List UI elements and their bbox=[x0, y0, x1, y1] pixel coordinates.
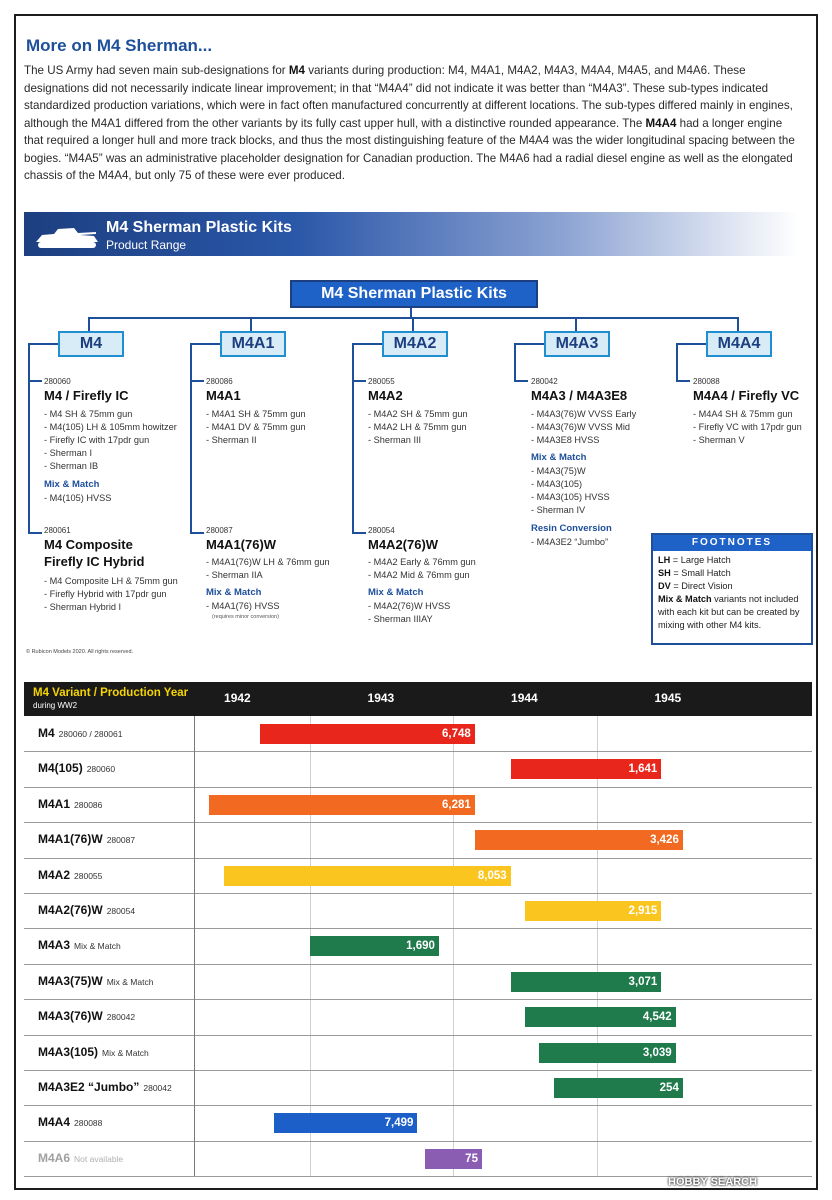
footnote-key: SH bbox=[658, 568, 671, 578]
conversion-note: (requires minor conversion) bbox=[212, 614, 279, 620]
kit-item: - Sherman IIA bbox=[206, 570, 263, 580]
year-tick-label: 1943 bbox=[367, 691, 395, 705]
kit-code: 280061 bbox=[44, 526, 71, 535]
variant-kit-ref: Mix & Match bbox=[102, 1047, 149, 1058]
variant-kit-ref: 280060 bbox=[86, 764, 116, 775]
chart-row-divider bbox=[24, 858, 812, 859]
copyright-notice: © Rubicon Models 2020. All rights reserved. bbox=[26, 649, 134, 655]
production-bar: 3,071 bbox=[511, 972, 662, 992]
chart-label-divider bbox=[194, 716, 195, 1176]
kit-code: 280054 bbox=[368, 526, 395, 535]
variant-box-m4a3: M4A3 bbox=[544, 331, 610, 357]
kit-code: 280042 bbox=[531, 377, 558, 386]
chart-row-label bbox=[38, 1080, 172, 1094]
variant-name: M4A3(105) bbox=[38, 1044, 99, 1059]
variant-kit-ref: 280087 bbox=[106, 835, 136, 846]
production-bar: 3,426 bbox=[475, 830, 683, 850]
kit-code: 280055 bbox=[368, 377, 395, 386]
chart-row-label bbox=[38, 1009, 135, 1023]
variant-kit-ref: 280088 bbox=[74, 1118, 103, 1129]
chart-row-label bbox=[38, 761, 115, 775]
kit-code: 280060 bbox=[44, 377, 71, 386]
chart-row-divider bbox=[24, 751, 812, 752]
kit-name: M4 / Firefly IC bbox=[44, 388, 129, 403]
chart-row-divider bbox=[24, 999, 812, 1000]
variant-kit-ref: 280042 bbox=[143, 1083, 172, 1093]
tree-root-box: M4 Sherman Plastic Kits bbox=[290, 280, 538, 308]
variant-name: M4A3E2 “Jumbo” bbox=[38, 1080, 140, 1094]
kit-item: - Firefly VC with 17pdr gun bbox=[693, 422, 802, 432]
chart-row-label bbox=[38, 903, 135, 917]
kit-item: - Sherman IB bbox=[44, 461, 99, 471]
kit-name: M4A2(76)W bbox=[368, 537, 439, 552]
chart-title: M4 Variant / Production Year bbox=[33, 687, 189, 699]
intro-bold-m4a4: M4A4 bbox=[645, 116, 677, 130]
kit-item: - M4 Composite LH & 75mm gun bbox=[44, 576, 178, 586]
variant-kit-ref: Mix & Match bbox=[106, 976, 154, 987]
chart-row-divider bbox=[24, 928, 812, 929]
kit-item: - M4A3(76)W VVSS Early bbox=[531, 409, 637, 419]
production-bar: 4,542 bbox=[525, 1007, 676, 1027]
kit-item: - M4A2 SH & 75mm gun bbox=[368, 409, 468, 419]
intro-text-1: The US Army had seven main sub-designations for bbox=[24, 64, 289, 77]
variant-name: M4A4 bbox=[38, 1115, 71, 1130]
resin-conversion-label: Resin Conversion bbox=[531, 523, 612, 534]
production-bar: 1,641 bbox=[511, 759, 662, 779]
production-bar: 75 bbox=[425, 1149, 482, 1169]
banner-subtitle: Product Range bbox=[106, 238, 187, 252]
kit-item: - Sherman III bbox=[368, 435, 422, 445]
chart-row-label bbox=[38, 868, 102, 882]
kit-item: - M4(105) HVSS bbox=[44, 493, 112, 503]
production-bar: 1,690 bbox=[310, 936, 439, 956]
variant-kit-ref: 280055 bbox=[74, 870, 103, 881]
production-bar: 8,053 bbox=[224, 866, 511, 886]
kit-item: - Sherman IIIAY bbox=[368, 614, 433, 624]
year-tick-label: 1944 bbox=[511, 691, 538, 705]
footnote-key: DV bbox=[658, 581, 671, 591]
kit-item: - M4A3(105) HVSS bbox=[531, 492, 610, 502]
kit-code: 280087 bbox=[206, 526, 233, 535]
kit-item: - M4A3(105) bbox=[531, 479, 583, 489]
kit-item: - M4 SH & 75mm gun bbox=[44, 409, 133, 419]
page-title: More on M4 Sherman... bbox=[26, 36, 213, 55]
kit-item: - Sherman I bbox=[44, 448, 92, 458]
variant-name: M4A6 bbox=[38, 1150, 71, 1165]
variant-name: M4A3(76)W bbox=[38, 1009, 103, 1024]
chart-row-label bbox=[38, 726, 122, 740]
variant-name: M4A1 bbox=[38, 796, 71, 811]
chart-row-divider bbox=[24, 964, 812, 965]
kit-item: - Firefly IC with 17pdr gun bbox=[44, 435, 150, 445]
kit-name: M4A1 bbox=[206, 388, 241, 403]
intro-text-3: had a longer engine that required a longer hull and more track blocks, and thus the most distinguishing feature of the M4A4 was the wider longitudinal spacing between the bogies. “M4A5” was an administrative placeholder designation for Canadian production. The M4A6 had a radial diesel engine as well as the elongated chassis of the M4A4, but only 75 of these were ever produced. bbox=[24, 116, 795, 182]
kit-item: - Sherman V bbox=[693, 435, 745, 445]
kit-name: M4A4 / Firefly VC bbox=[693, 388, 800, 403]
variant-name: M4(105) bbox=[38, 761, 83, 776]
year-gridline bbox=[453, 716, 454, 1176]
variant-kit-ref: 280054 bbox=[106, 906, 136, 916]
kit-item: - M4A3(75)W bbox=[531, 466, 586, 476]
footnote-key: LH bbox=[658, 555, 671, 565]
kit-item: - M4A2(76)W HVSS bbox=[368, 601, 451, 611]
kit-item: - Sherman II bbox=[206, 435, 257, 445]
kit-name: M4A1(76)W bbox=[206, 537, 277, 552]
kit-item: - M4(105) LH & 105mm howitzer bbox=[44, 422, 177, 432]
chart-row-label bbox=[38, 938, 121, 952]
kit-item: - M4A2 LH & 75mm gun bbox=[368, 422, 467, 432]
footnote-key: Mix & Match bbox=[658, 594, 712, 604]
kit-item: - Sherman IV bbox=[531, 505, 586, 515]
kit-item: - Sherman Hybrid I bbox=[44, 602, 122, 612]
kit-name: M4A3 / M4A3E8 bbox=[531, 388, 628, 403]
mix-match-label: Mix & Match bbox=[531, 452, 587, 463]
watermark: HOBBY SEARCH bbox=[668, 1176, 758, 1188]
chart-row-divider bbox=[24, 1035, 812, 1036]
kit-code: 280088 bbox=[693, 377, 720, 386]
mix-match-label: Mix & Match bbox=[368, 587, 424, 598]
kit-item: - M4A3E8 HVSS bbox=[531, 435, 600, 445]
intro-text-2: variants during production: M4, M4A1, M4A2, M4A3, M4A4, M4A5, and M4A6. These designations did not necessarily indicate linear improvement; in that “M4A4” did not indicate it was better than “M4A3”. These sub-types indicated standardized production variations, which were in fact often manufactured concurrently at different locations. The sub-types differed mainly in engines, although the M4A1 differed from the other variants by its fully cast upper hull, with a distinctive rounded appearance. The bbox=[24, 64, 793, 130]
kit-item: - M4A3(76)W VVSS Mid bbox=[531, 422, 631, 432]
kit-name: M4A2 bbox=[368, 388, 403, 403]
variant-kit-ref: 280086 bbox=[74, 799, 103, 810]
footnote-text: = Direct Vision bbox=[670, 581, 733, 591]
kit-item: - M4A1 DV & 75mm gun bbox=[206, 422, 306, 432]
year-tick-label: 1942 bbox=[224, 691, 251, 705]
kit-item: - M4A1(76)W LH & 76mm gun bbox=[206, 557, 330, 567]
year-gridline bbox=[597, 716, 598, 1176]
production-bar: 2,915 bbox=[525, 901, 661, 921]
kit-item: - M4A4 SH & 75mm gun bbox=[693, 409, 793, 419]
kit-item: - M4A2 Early & 76mm gun bbox=[368, 557, 476, 567]
kit-name: M4 Composite bbox=[44, 537, 133, 552]
mix-match-label: Mix & Match bbox=[206, 587, 262, 598]
banner-title: M4 Sherman Plastic Kits bbox=[106, 219, 292, 236]
variant-box-m4a2: M4A2 bbox=[382, 331, 448, 357]
variant-name: M4A2(76)W bbox=[38, 903, 103, 917]
chart-row-divider bbox=[24, 1105, 812, 1106]
chart-row-divider bbox=[24, 822, 812, 823]
kit-item: - M4A3E2 “Jumbo” bbox=[531, 537, 609, 547]
variant-kit-ref: Mix & Match bbox=[74, 941, 121, 952]
variant-name: M4 bbox=[38, 726, 55, 740]
kit-item: - M4A1 SH & 75mm gun bbox=[206, 409, 306, 419]
footnote-text: = Large Hatch bbox=[670, 555, 731, 565]
variant-box-m4: M4 bbox=[58, 331, 124, 357]
footnote-text: variants not included with each kit but can be created by mixing with other M4 kits. bbox=[658, 594, 800, 630]
variant-box-m4a1: M4A1 bbox=[220, 331, 286, 357]
variant-kit-ref: 280042 bbox=[106, 1012, 136, 1023]
production-bar: 7,499 bbox=[274, 1113, 417, 1133]
kit-name-line2: Firefly IC Hybrid bbox=[44, 554, 145, 569]
chart-row-divider bbox=[24, 1070, 812, 1071]
chart-row-label bbox=[38, 1151, 123, 1165]
variant-name: M4A2 bbox=[38, 867, 71, 882]
intro-bold-m4: M4 bbox=[288, 64, 305, 77]
variant-kit-ref: Not available bbox=[74, 1153, 124, 1164]
chart-row-label bbox=[38, 797, 102, 811]
variant-name: M4A3(75)W bbox=[38, 973, 103, 988]
production-bar: 3,039 bbox=[539, 1043, 675, 1063]
chart-row-divider bbox=[24, 787, 812, 788]
kit-item: - Firefly Hybrid with 17pdr gun bbox=[44, 589, 167, 599]
chart-row-label bbox=[38, 1115, 102, 1129]
chart-row-divider bbox=[24, 893, 812, 894]
footnotes-heading: FOOTNOTES bbox=[653, 535, 811, 551]
kit-code: 280086 bbox=[206, 377, 233, 386]
year-tick-label: 1945 bbox=[654, 691, 682, 705]
production-bar: 6,748 bbox=[260, 724, 475, 744]
kit-item: - M4A2 Mid & 76mm gun bbox=[368, 570, 470, 580]
variant-box-m4a4: M4A4 bbox=[706, 331, 772, 357]
chart-row-label bbox=[38, 974, 153, 988]
footnote-text: = Small Hatch bbox=[670, 568, 731, 578]
mix-match-label: Mix & Match bbox=[44, 479, 100, 490]
production-bar: 6,281 bbox=[209, 795, 474, 815]
variant-kit-ref: 280060 / 280061 bbox=[58, 729, 123, 739]
chart-subtitle: during WW2 bbox=[33, 701, 78, 710]
production-bar: 254 bbox=[554, 1078, 683, 1098]
kit-item: - M4A1(76) HVSS bbox=[206, 601, 280, 611]
variant-name: M4A1(76)W bbox=[38, 832, 103, 847]
variant-name: M4A3 bbox=[38, 938, 71, 953]
chart-row-label bbox=[38, 1045, 149, 1059]
chart-row-label bbox=[38, 832, 135, 846]
chart-row-divider bbox=[24, 1141, 812, 1142]
